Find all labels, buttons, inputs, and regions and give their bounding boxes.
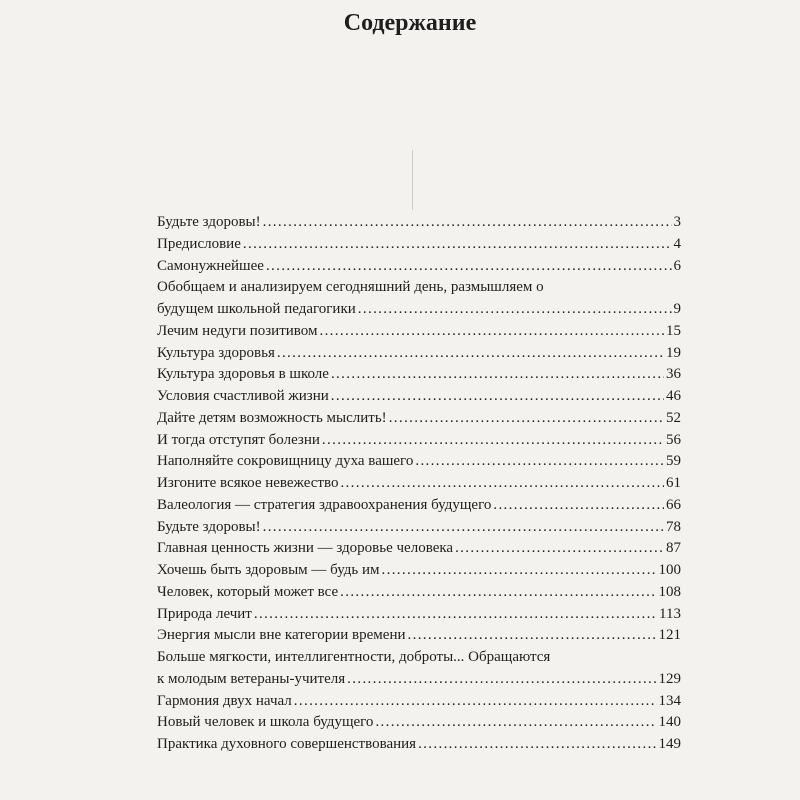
toc-line xyxy=(157,343,681,365)
toc-page-number: 66 xyxy=(666,496,681,513)
dot-leader xyxy=(382,560,657,582)
dot-leader xyxy=(263,517,664,539)
toc-entry[interactable] xyxy=(157,734,681,756)
toc-page-number: 100 xyxy=(658,562,681,578)
toc-line xyxy=(157,712,681,734)
toc-page-number: 61 xyxy=(666,475,681,491)
toc-entry-title: Главная ценность жизни — здоровье человека xyxy=(157,540,454,557)
toc-line xyxy=(157,560,681,582)
toc-line xyxy=(157,408,681,430)
toc-entry-title: Обобщаем и анализируем сегодняшний день, размышляем о xyxy=(157,279,544,296)
dot-leader xyxy=(294,691,657,713)
dot-leader xyxy=(389,408,664,430)
toc-entry[interactable] xyxy=(157,277,681,321)
toc-page-number: 87 xyxy=(666,540,681,557)
toc-page-number: 9 xyxy=(673,301,681,317)
toc-line xyxy=(157,625,681,647)
toc-entry-title: Самонужнейшее xyxy=(157,257,264,274)
toc-line xyxy=(157,495,681,517)
toc-entry[interactable] xyxy=(157,321,681,343)
toc-page-number: 108 xyxy=(658,583,681,600)
toc-entry-title: Предисловие xyxy=(157,235,241,252)
toc-line xyxy=(157,277,681,299)
toc-page-number: 121 xyxy=(658,627,681,644)
dot-leader xyxy=(277,343,664,365)
dot-leader xyxy=(493,495,664,517)
toc-line xyxy=(157,538,681,560)
toc-entry[interactable] xyxy=(157,538,681,560)
toc-entry[interactable] xyxy=(157,647,681,691)
toc-page-number: 129 xyxy=(658,670,681,687)
dot-leader xyxy=(418,734,656,756)
page-fold-shadow xyxy=(412,150,413,210)
toc-entry[interactable] xyxy=(157,386,681,408)
toc-page-number: 19 xyxy=(666,344,681,361)
dot-leader xyxy=(319,321,664,343)
dot-leader xyxy=(375,712,656,734)
toc-page-number: 149 xyxy=(658,736,681,752)
dot-leader xyxy=(340,473,664,495)
toc-entry[interactable] xyxy=(157,256,681,278)
toc-entry[interactable] xyxy=(157,517,681,539)
toc-entry-title: Валеология — стратегия здравоохранения будущего xyxy=(157,496,492,513)
dot-leader xyxy=(263,212,672,234)
toc-entry[interactable] xyxy=(157,604,681,626)
toc-entry[interactable] xyxy=(157,451,681,473)
toc-page-number: 140 xyxy=(658,714,681,731)
toc-line xyxy=(157,734,681,756)
toc-entry[interactable] xyxy=(157,582,681,604)
toc-entry[interactable] xyxy=(157,691,681,713)
toc-line xyxy=(157,321,681,343)
toc-line xyxy=(157,669,681,691)
toc-entry-title: Природа лечит xyxy=(157,605,252,622)
toc-entry-title: Больше мягкости, интеллигентности, доброты... Обращаются xyxy=(157,649,551,665)
toc-line xyxy=(157,451,681,473)
dot-leader xyxy=(254,604,657,626)
dot-leader xyxy=(358,299,672,321)
toc-entry[interactable] xyxy=(157,430,681,452)
toc-entry-title: Культура здоровья в школе xyxy=(157,366,329,383)
toc-entry-title: будущем школьной педагогики xyxy=(157,301,356,317)
toc-entry-title: Будьте здоровы! xyxy=(157,518,261,535)
dot-leader xyxy=(408,625,657,647)
toc-entry-title: Дайте детям возможность мыслить! xyxy=(157,409,387,426)
toc-entry-title: Будьте здоровы! xyxy=(157,214,261,230)
toc-entry-title: Практика духовного совершенствования xyxy=(157,736,417,752)
toc-entry-title: Изгоните всякое невежество xyxy=(157,475,339,491)
dot-leader xyxy=(347,669,656,691)
page-title: Содержание xyxy=(343,10,477,36)
toc-line xyxy=(157,517,681,539)
toc-entry[interactable] xyxy=(157,625,681,647)
toc-line xyxy=(157,691,681,713)
toc-page-number: 3 xyxy=(673,214,681,230)
toc-page-number: 56 xyxy=(666,431,681,448)
toc-line xyxy=(157,299,681,321)
dot-leader xyxy=(331,386,664,408)
dot-leader xyxy=(266,256,672,278)
toc-page-number: 36 xyxy=(666,366,681,383)
toc-entry-title: Культура здоровья xyxy=(157,344,275,361)
toc-line xyxy=(157,234,681,256)
toc-entry-title: Хочешь быть здоровым — будь им xyxy=(157,562,380,578)
dot-leader xyxy=(455,538,664,560)
dot-leader xyxy=(322,430,664,452)
toc-line xyxy=(157,604,681,626)
dot-leader xyxy=(331,364,664,386)
toc-entry[interactable] xyxy=(157,408,681,430)
toc-entry[interactable] xyxy=(157,364,681,386)
toc-page-number: 113 xyxy=(659,605,681,622)
toc-entry-title: Наполняйте сокровищницу духа вашего xyxy=(157,453,414,470)
toc-page-number: 52 xyxy=(666,409,681,426)
toc-entry-title: Гармония двух начал xyxy=(157,692,292,709)
toc-line xyxy=(157,430,681,452)
toc-entry[interactable] xyxy=(157,495,681,517)
toc-entry[interactable] xyxy=(157,712,681,734)
toc-line xyxy=(157,582,681,604)
toc-line xyxy=(157,212,681,234)
toc-page-number: 78 xyxy=(666,518,681,535)
toc-entry-title: Человек, который может все xyxy=(157,583,339,600)
toc-entry-title: Лечим недуги позитивом xyxy=(157,322,318,339)
toc-entry-title: Условия счастливой жизни xyxy=(157,388,329,404)
toc-entry[interactable] xyxy=(157,234,681,256)
toc-line xyxy=(157,256,681,278)
toc-entry-title: И тогда отступят болезни xyxy=(157,431,320,448)
table-of-contents xyxy=(157,212,681,756)
toc-entry[interactable] xyxy=(157,343,681,365)
toc-page-number: 134 xyxy=(658,692,681,709)
toc-page-number: 4 xyxy=(673,235,681,252)
toc-entry-title: к молодым ветераны-учителя xyxy=(157,670,346,687)
toc-entry[interactable] xyxy=(157,473,681,495)
toc-line xyxy=(157,647,681,669)
toc-page-number: 46 xyxy=(666,388,681,404)
toc-page-number: 59 xyxy=(666,453,681,470)
toc-line xyxy=(157,364,681,386)
toc-entry[interactable] xyxy=(157,212,681,234)
dot-leader xyxy=(415,451,664,473)
toc-entry[interactable] xyxy=(157,560,681,582)
dot-leader xyxy=(243,234,672,256)
toc-entry-title: Энергия мысли вне категории времени xyxy=(157,627,406,644)
toc-line xyxy=(157,386,681,408)
toc-page-number: 6 xyxy=(673,257,681,274)
toc-page-number: 15 xyxy=(666,322,681,339)
dot-leader xyxy=(340,582,656,604)
toc-line xyxy=(157,473,681,495)
toc-entry-title: Новый человек и школа будущего xyxy=(157,714,374,731)
